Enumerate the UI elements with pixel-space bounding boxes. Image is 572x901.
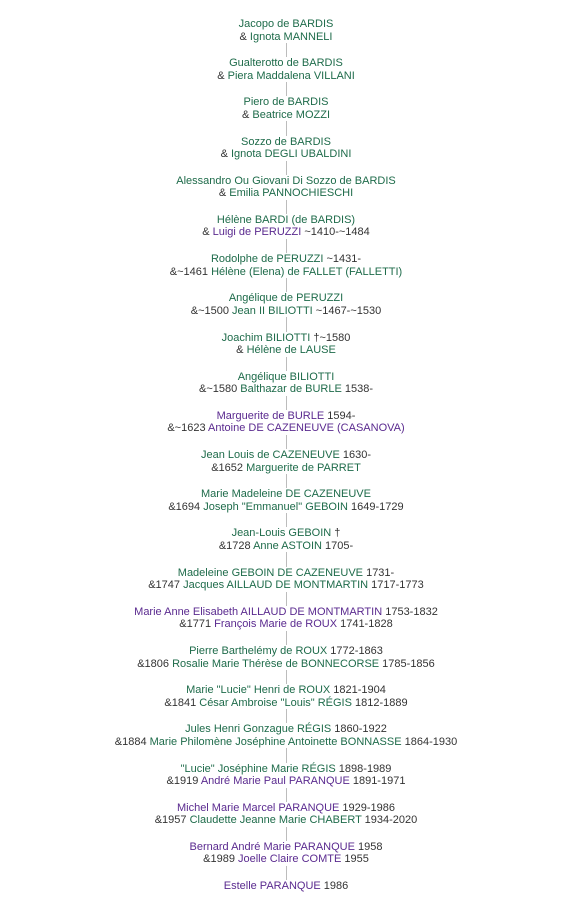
person-link[interactable]: Jacques AILLAUD DE MONTMARTIN xyxy=(183,579,369,592)
info-text: 1649-1729 xyxy=(347,500,404,513)
info-text: &~1623 xyxy=(167,422,209,435)
person-link[interactable]: Hélène (Elena) de FALLET (FALLETTI) xyxy=(211,265,403,278)
connector-line xyxy=(286,435,287,449)
spouse-line xyxy=(240,31,333,44)
person-link[interactable]: Estelle PARANQUE xyxy=(223,880,321,893)
info-text: †~1580 xyxy=(310,331,351,344)
descendant-line xyxy=(241,136,331,149)
generation-block xyxy=(167,410,404,435)
generation-block xyxy=(221,136,352,161)
info-text: &1694 xyxy=(168,500,204,513)
connector-line xyxy=(286,317,287,331)
person-link[interactable]: Balthazar de BURLE xyxy=(240,383,342,396)
person-link[interactable]: Sozzo de BARDIS xyxy=(241,135,331,148)
info-text: &~1461 xyxy=(169,265,212,278)
descendant-line xyxy=(229,292,343,305)
person-link[interactable]: Jean-Louis GEBOIN xyxy=(231,527,332,540)
generation-block xyxy=(202,214,370,239)
spouse-line xyxy=(115,736,457,749)
generation-block xyxy=(155,802,418,827)
spouse-line xyxy=(219,187,353,200)
info-text: 1986 xyxy=(320,880,349,893)
connector-line xyxy=(286,161,287,175)
info-text: 1891-1971 xyxy=(349,775,406,788)
person-link[interactable]: Piera Maddalena VILLANI xyxy=(227,69,355,82)
person-link[interactable]: Anne ASTOIN xyxy=(253,539,322,552)
connector-line xyxy=(286,239,287,253)
person-link[interactable]: Marguerite de PARRET xyxy=(246,461,361,474)
spouse-line xyxy=(148,579,424,592)
person-link[interactable]: Joachim BILIOTTI xyxy=(221,331,311,344)
generation-block xyxy=(164,684,407,709)
info-text: &1652 xyxy=(211,461,247,474)
info-text: &1989 xyxy=(203,853,238,866)
person-link[interactable]: Jean Louis de CAZENEUVE xyxy=(201,449,340,462)
descendant-line xyxy=(238,371,335,384)
person-link[interactable]: Hélène de LAUSE xyxy=(246,344,336,356)
connector-line xyxy=(286,631,287,645)
info-text: 1731- xyxy=(363,566,395,579)
generation-block xyxy=(137,645,435,670)
descendant-line xyxy=(217,214,355,227)
descendant-line xyxy=(178,567,394,580)
spouse-line xyxy=(168,501,403,514)
info-text: ~1467-~1530 xyxy=(312,304,382,317)
info-text: & xyxy=(202,226,213,239)
person-link[interactable]: Luigi de PERUZZI xyxy=(212,226,302,239)
descendant-line xyxy=(176,175,396,188)
generation-block xyxy=(148,567,424,592)
generation-block xyxy=(217,57,355,82)
generation-block xyxy=(222,332,351,357)
spouse-line xyxy=(164,697,407,710)
info-text: 1538- xyxy=(341,383,373,396)
generation-block xyxy=(199,371,373,396)
spouse-line xyxy=(167,775,406,788)
spouse-line xyxy=(199,383,373,396)
person-link[interactable]: Pierre Barthelémy de ROUX xyxy=(189,645,328,657)
descendant-line xyxy=(222,332,351,345)
generation-block xyxy=(189,841,382,866)
connector-line xyxy=(286,709,287,723)
info-text: 1864-1930 xyxy=(401,735,458,748)
info-text: 1929-1986 xyxy=(339,801,396,814)
info-text: &1771 xyxy=(179,618,215,631)
spouse-line xyxy=(191,305,382,318)
generation-block xyxy=(242,96,330,121)
info-text: 1958 xyxy=(354,840,383,853)
person-link[interactable]: Ignota MANNELI xyxy=(249,30,333,43)
descendant-line xyxy=(189,841,382,854)
info-text: 1821-1904 xyxy=(330,684,386,697)
person-link[interactable]: Marie "Lucie" Henri de ROUX xyxy=(186,684,331,697)
person-link[interactable]: Alessandro Ou Giovani Di Sozzo de BARDIS xyxy=(176,174,396,187)
generation-block xyxy=(134,606,438,631)
generation-block xyxy=(176,175,396,200)
person-link[interactable]: Rodolphe de PERUZZI xyxy=(210,253,324,266)
generation-block xyxy=(219,527,353,552)
info-text: &1747 xyxy=(148,579,184,592)
info-text: 1785-1856 xyxy=(379,657,435,670)
generation-block xyxy=(168,488,403,513)
spouse-line xyxy=(170,266,402,279)
connector-line xyxy=(286,513,287,527)
info-text: 1772-1863 xyxy=(327,645,383,657)
info-text: 1955 xyxy=(341,853,369,866)
info-text: 1594- xyxy=(324,409,356,422)
descendant-line xyxy=(229,57,343,70)
connector-line xyxy=(286,670,287,684)
person-link[interactable]: Angélique de PERUZZI xyxy=(228,292,344,305)
info-text: 1705- xyxy=(321,539,354,552)
descendant-line xyxy=(224,880,349,893)
info-text: 1860-1922 xyxy=(331,723,387,736)
info-text: † xyxy=(331,527,341,540)
connector-line xyxy=(286,748,287,762)
descendant-line xyxy=(181,763,392,776)
descendant-line xyxy=(189,645,383,658)
info-text: 1753-1832 xyxy=(382,605,438,618)
person-link[interactable]: Marie Philomène Joséphine Antoinette BONNASSE xyxy=(149,735,402,748)
spouse-line xyxy=(219,540,353,553)
info-text: & xyxy=(218,187,230,200)
connector-line xyxy=(286,474,287,488)
generation-block xyxy=(191,292,382,317)
info-text: 1717-1773 xyxy=(368,579,424,592)
generation-block xyxy=(201,449,371,474)
generation-block xyxy=(170,253,402,278)
person-link[interactable]: Madeleine GEBOIN DE CAZENEUVE xyxy=(177,566,364,579)
info-text: & xyxy=(241,108,253,121)
person-link[interactable]: Jacopo de BARDIS xyxy=(238,18,334,30)
info-text: &1884 xyxy=(114,735,150,748)
person-link[interactable]: Marie Anne Elisabeth AILLAUD DE MONTMARTIN xyxy=(134,605,383,618)
spouse-line xyxy=(217,70,355,83)
person-link[interactable]: François Marie de ROUX xyxy=(214,618,338,631)
person-link[interactable]: Beatrice MOZZI xyxy=(252,108,331,121)
connector-line xyxy=(286,200,287,214)
connector-line xyxy=(286,82,287,96)
spouse-line xyxy=(236,344,336,357)
info-text: &1957 xyxy=(154,814,190,827)
info-text: & xyxy=(236,344,247,356)
descendant-line xyxy=(211,253,361,266)
person-link[interactable]: Hélène BARDI (de BARDIS) xyxy=(216,213,356,226)
info-text: 1934-2020 xyxy=(361,814,418,827)
person-link[interactable]: Joelle Claire COMTE xyxy=(238,853,342,866)
descendant-line xyxy=(177,802,395,815)
descendant-line xyxy=(134,606,438,619)
spouse-line xyxy=(221,148,352,161)
person-link[interactable]: André Marie Paul PARANQUE xyxy=(200,775,350,788)
person-link[interactable]: Ignota DEGLI UBALDINI xyxy=(230,148,352,161)
spouse-line xyxy=(203,853,369,866)
descendant-line xyxy=(239,18,334,31)
info-text: &1806 xyxy=(137,657,173,670)
connector-line xyxy=(286,788,287,802)
spouse-line xyxy=(202,226,370,239)
info-text: & xyxy=(217,69,228,82)
info-text: ~1431- xyxy=(323,253,362,266)
info-text: 1630- xyxy=(339,449,371,462)
person-link[interactable]: Michel Marie Marcel PARANQUE xyxy=(176,801,340,814)
generation-block xyxy=(115,723,457,748)
descendant-line xyxy=(232,527,341,540)
spouse-line xyxy=(179,618,392,631)
person-link[interactable]: Bernard André Marie PARANQUE xyxy=(189,840,355,853)
info-text: & xyxy=(220,148,231,161)
person-link[interactable]: Marguerite de BURLE xyxy=(216,409,325,422)
connector-line xyxy=(286,121,287,135)
info-text: &1919 xyxy=(166,775,201,788)
connector-line xyxy=(286,396,287,410)
spouse-line xyxy=(137,658,435,671)
person-link[interactable]: César Ambroise "Louis" RÉGIS xyxy=(199,696,352,709)
connector-line xyxy=(286,866,287,880)
person-link[interactable]: Jules Henri Gonzague RÉGIS xyxy=(185,723,332,736)
person-link[interactable]: Piero de BARDIS xyxy=(243,96,329,109)
info-text: 1812-1889 xyxy=(351,696,408,709)
person-link[interactable]: "Lucie" Joséphine Marie RÉGIS xyxy=(180,762,336,775)
info-text: &1728 xyxy=(218,539,254,552)
connector-line xyxy=(286,43,287,57)
generation-block xyxy=(239,18,334,43)
descendant-line xyxy=(186,684,386,697)
person-link[interactable]: Antoine DE CAZENEUVE (CASANOVA) xyxy=(208,422,405,435)
spouse-line xyxy=(211,462,361,475)
spouse-line xyxy=(155,814,418,827)
descendant-line xyxy=(201,449,371,462)
connector-line xyxy=(286,278,287,292)
info-text: 1741-1828 xyxy=(337,618,393,631)
descendant-line xyxy=(201,488,371,501)
connector-line xyxy=(286,357,287,371)
person-link[interactable]: Joseph "Emmanuel" GEBOIN xyxy=(203,500,348,513)
connector-line xyxy=(286,552,287,566)
descendant-line xyxy=(217,410,356,423)
connector-line xyxy=(286,827,287,841)
person-link[interactable]: Marie Madeleine DE CAZENEUVE xyxy=(201,488,371,501)
person-link[interactable]: Angélique BILIOTTI xyxy=(237,370,335,383)
connector-line xyxy=(286,592,287,606)
descendant-line xyxy=(185,723,387,736)
spouse-line xyxy=(242,109,330,122)
person-link[interactable]: Jean II BILIOTTI xyxy=(232,304,313,317)
descendant-line xyxy=(244,96,329,109)
generation-block xyxy=(167,763,406,788)
info-text: &~1580 xyxy=(199,383,241,396)
generation-block xyxy=(224,880,349,893)
person-link[interactable]: Emilia PANNOCHIESCHI xyxy=(229,187,354,200)
info-text: 1898-1989 xyxy=(335,762,392,775)
info-text: &~1500 xyxy=(190,304,233,317)
spouse-line xyxy=(167,422,404,435)
person-link[interactable]: Gualterotto de BARDIS xyxy=(229,57,343,70)
info-text: ~1410-~1484 xyxy=(301,226,370,239)
info-text: & xyxy=(239,30,250,43)
info-text: &1841 xyxy=(164,696,200,709)
person-link[interactable]: Rosalie Marie Thérèse de BONNECORSE xyxy=(172,657,380,670)
person-link[interactable]: Claudette Jeanne Marie CHABERT xyxy=(189,814,362,827)
